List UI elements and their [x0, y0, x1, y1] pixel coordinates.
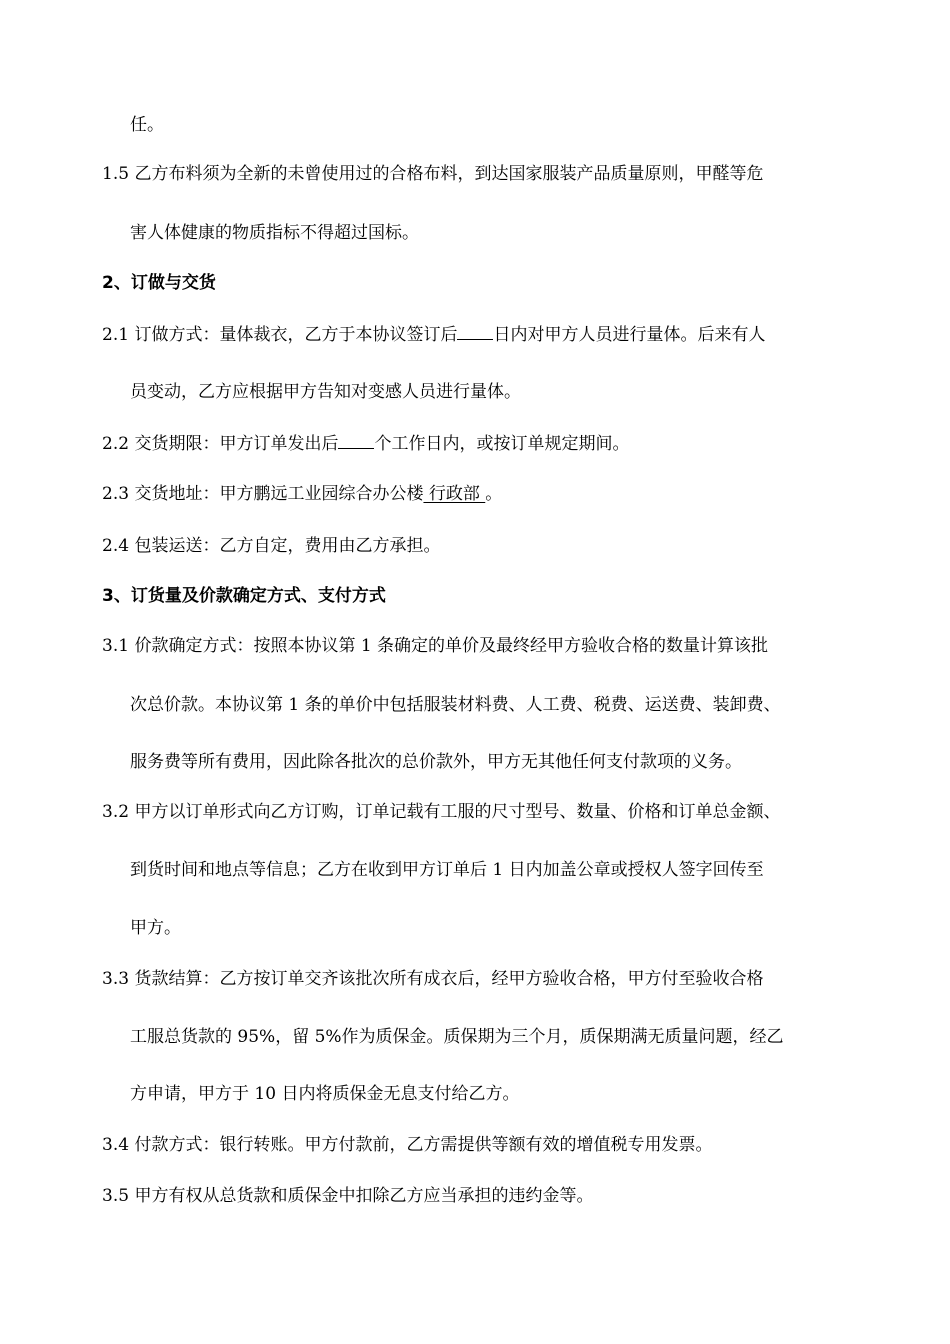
clause-2-2-text-b: 个工作日内，或按订单规定期间。	[374, 434, 630, 454]
fill-in-blank	[338, 432, 374, 449]
text-line: 次总价款。本协议第 1 条的单价中包括服装材料费、人工费、税费、运送费、装卸费、	[130, 695, 781, 715]
clause-3-3: 3.3 货款结算：乙方按订单交齐该批次所有成衣后，经甲方验收合格，甲方付至验收合格	[102, 969, 764, 989]
text-line: 害人体健康的物质指标不得超过国标。	[130, 223, 419, 243]
clause-3-1: 3.1 价款确定方式：按照本协议第 1 条确定的单价及最终经甲方验收合格的数量计算该批	[102, 636, 769, 656]
text-line: 方申请，甲方于 10 日内将质保金无息支付给乙方。	[130, 1084, 520, 1104]
clause-2-1	[102, 323, 765, 346]
clause-2-3-text-a: 2.3 交货地址：甲方鹏远工业园综合办公楼	[102, 484, 424, 504]
clause-2-1-text-b: 日内对甲方人员进行量体。后来有人	[493, 325, 766, 345]
delivery-department: 行政部	[423, 484, 486, 504]
text-line: 甲方。	[130, 918, 181, 938]
clause-3-5: 3.5 甲方有权从总货款和质保金中扣除乙方应当承担的违约金等。	[102, 1186, 594, 1206]
clause-2-3	[102, 483, 502, 505]
section-heading-2: 2、订做与交货	[102, 273, 216, 293]
text-line: 到货时间和地点等信息；乙方在收到甲方订单后 1 日内加盖公章或授权人签字回传至	[130, 860, 764, 880]
clause-2-3-text-b: 。	[485, 484, 503, 504]
clause-3-4: 3.4 付款方式：银行转账。甲方付款前，乙方需提供等额有效的增值税专用发票。	[102, 1135, 713, 1155]
fill-in-blank	[457, 323, 493, 340]
clause-2-2-text-a: 2.2 交货期限：甲方订单发出后	[102, 434, 339, 454]
clause-3-2: 3.2 甲方以订单形式向乙方订购，订单记载有工服的尺寸型号、数量、价格和订单总金额、	[102, 802, 781, 822]
clause-2-1-text-a: 2.1 订做方式：量体裁衣，乙方于本协议签订后	[102, 325, 458, 345]
section-heading-3: 3、订货量及价款确定方式、支付方式	[102, 586, 386, 606]
clause-1-5: 1.5 乙方布料须为全新的未曾使用过的合格布料，到达国家服装产品质量原则，甲醛等危	[102, 164, 764, 184]
text-line: 服务费等所有费用，因此除各批次的总价款外，甲方无其他任何支付款项的义务。	[130, 752, 742, 772]
clause-2-4: 2.4 包装运送：乙方自定，费用由乙方承担。	[102, 536, 441, 556]
text-line: 任。	[130, 115, 164, 135]
clause-2-2	[102, 432, 629, 455]
text-line: 工服总货款的 95%，留 5%作为质保金。质保期为三个月，质保期满无质量问题，经乙	[130, 1027, 784, 1047]
text-line: 员变动，乙方应根据甲方告知对变感人员进行量体。	[130, 382, 521, 402]
